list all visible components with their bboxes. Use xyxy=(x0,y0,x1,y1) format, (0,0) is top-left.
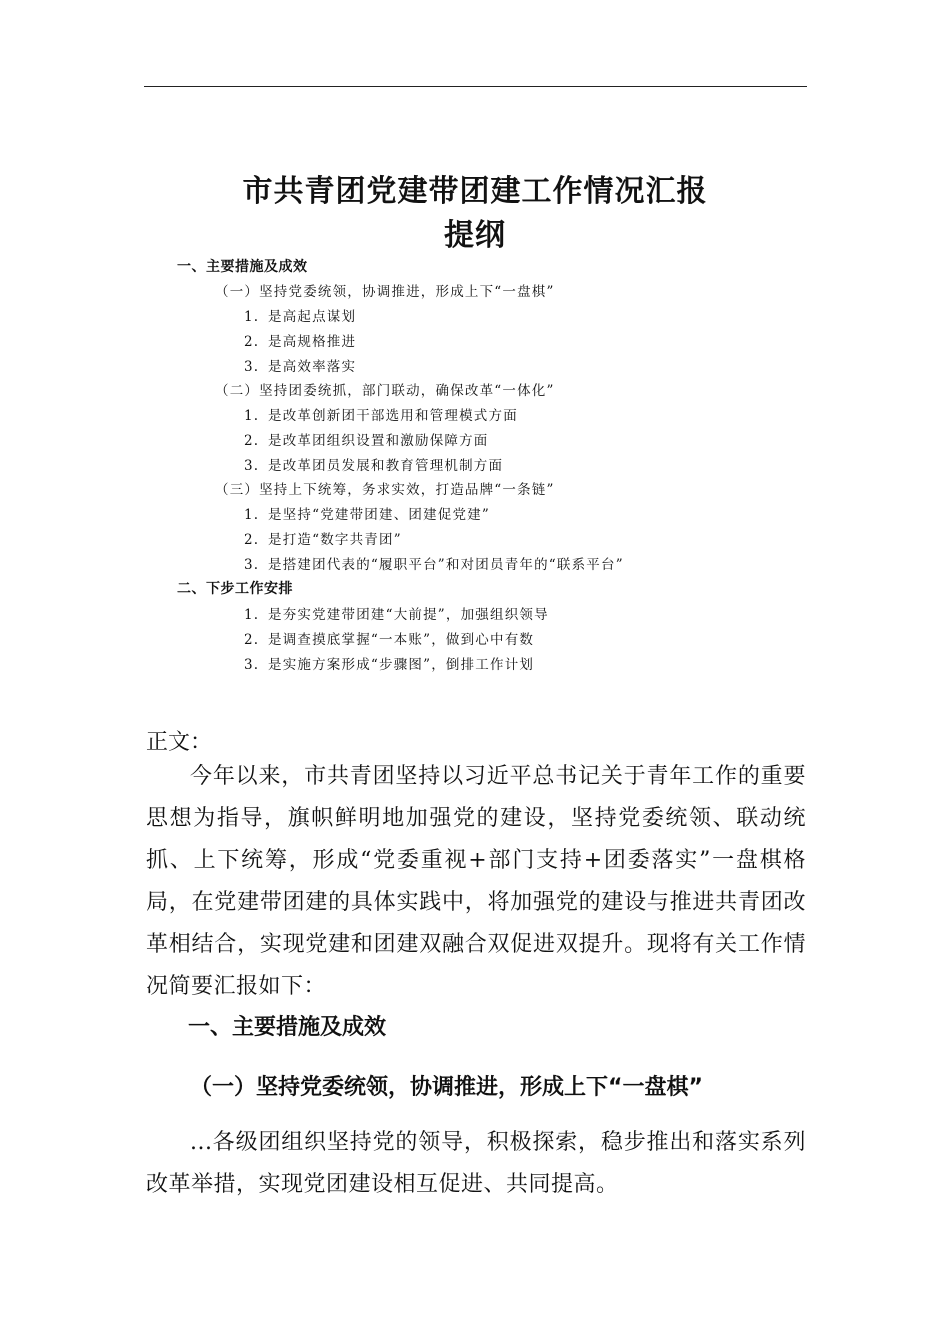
document-title: 市共青团党建带团建工作情况汇报 xyxy=(242,174,708,209)
outline-subheading: （二）坚持团委统抓，部门联动，确保改革“一体化” xyxy=(215,383,555,399)
outline-item: 1. 是夯实党建带团建“大前提”，加强组织领导 xyxy=(244,607,549,623)
outline-subheading: （三）坚持上下统筹，务求实效，打造品牌“一条链” xyxy=(215,482,555,498)
outline-item: 2. 是打造“数字共青团” xyxy=(244,532,402,548)
header-rule xyxy=(144,86,807,87)
body-label: 正文： xyxy=(146,730,213,755)
document-title-line2: 提纲 xyxy=(444,218,506,253)
outline-item: 1. 是高起点谋划 xyxy=(244,309,357,325)
body-paragraph: ...各级团组织坚持党的领导，积极探索，稳步推出和落实系列改革举措，实现党团建设相互促进、共同提高。 xyxy=(146,1130,806,1197)
outline-item: 3. 是实施方案形成“步骤图”，倒排工作计划 xyxy=(244,657,535,673)
outline-item: 3. 是改革团员发展和教育管理机制方面 xyxy=(244,458,504,474)
body-paragraph: 今年以来，市共青团坚持以习近平总书记关于青年工作的重要思想为指导，旗帜鲜明地加强党的建设，坚持党委统领、联动统抓、上下统筹，形成“党委重视+部门支持+团委落实”一盘棋格局，在党建带团建的具体实践中，将加强党的建设与推进共青团改革相结合，实现党建和团建双融合双促进双提升。现将有关工作情况简要汇报如下： xyxy=(146,764,806,999)
subsection-heading: （一）坚持党委统领，协调推进，形成上下“一盘棋” xyxy=(190,1075,703,1100)
outline-subheading: （一）坚持党委统领，协调推进，形成上下“一盘棋” xyxy=(215,284,555,300)
outline-item: 1. 是坚持“党建带团建、团建促党建” xyxy=(244,507,491,523)
outline-item: 2. 是高规格推进 xyxy=(244,334,357,350)
outline-item: 2. 是改革团组织设置和激励保障方面 xyxy=(244,433,489,449)
section-heading: 一、主要措施及成效 xyxy=(188,1015,387,1040)
outline-item: 2. 是调查摸底掌握“一本账”，做到心中有数 xyxy=(244,632,535,648)
outline-item: 1. 是改革创新团干部选用和管理模式方面 xyxy=(244,408,518,424)
outline-heading: 二、下步工作安排 xyxy=(177,581,293,597)
outline-item: 3. 是高效率落实 xyxy=(244,359,357,375)
outline-item: 3. 是搭建团代表的“履职平台”和对团员青年的“联系平台” xyxy=(244,557,624,573)
outline-heading: 一、主要措施及成效 xyxy=(177,259,308,275)
